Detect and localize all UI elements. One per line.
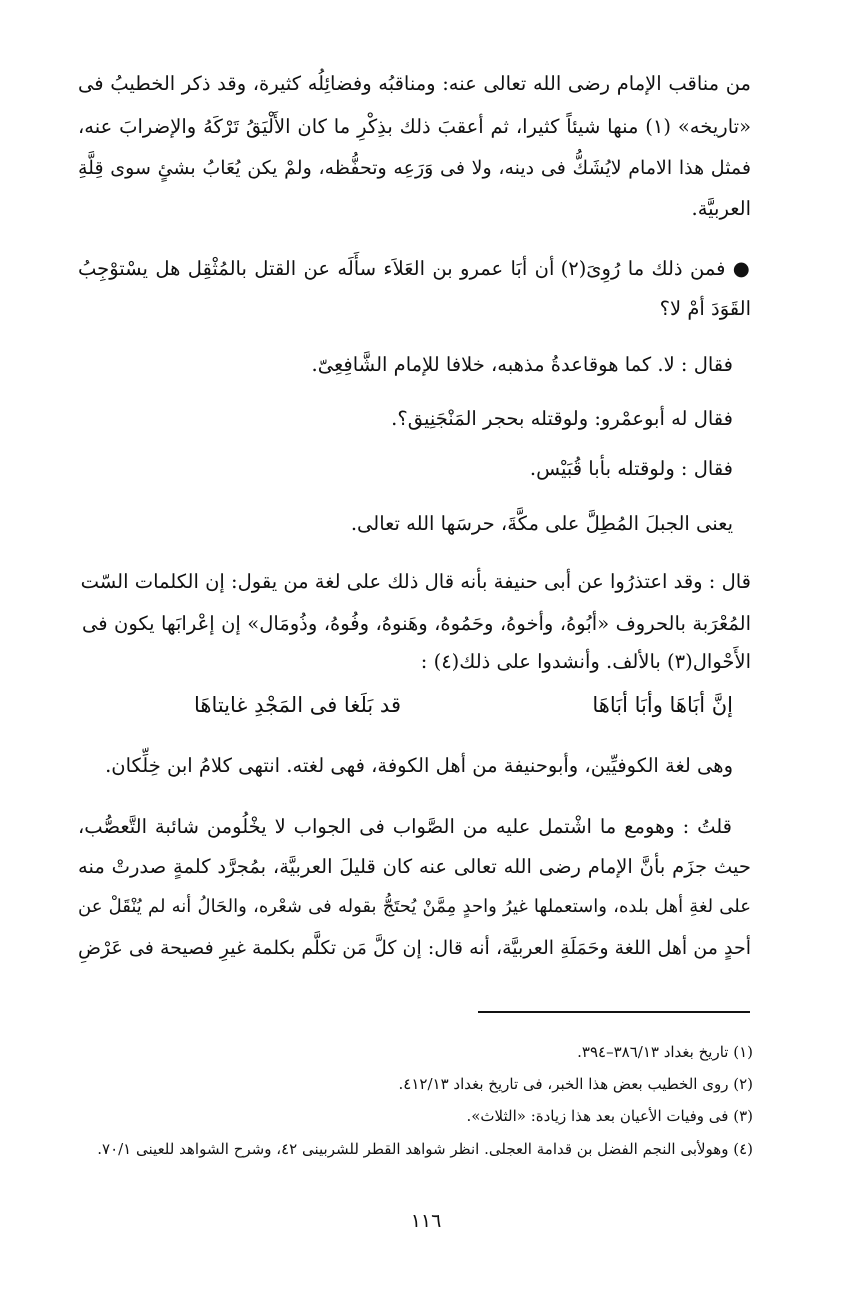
paragraph-5-line-2: حيث جزَم بأنَّ الإمام رضى الله تعالى عنه كان قليلَ العربيَّة، بمُجرَّد كلمةٍ صدرتْ منه: [78, 855, 751, 878]
paragraph-1-line-1: من مناقب الإمام رضى الله تعالى عنه: ومناقبُه وفضائِلُه كثيرة، وقد ذكر الخطيبُ فى: [78, 72, 751, 95]
paragraph-2-line-1: ● فمن ذلك ما رُوِىَ(٢) أن أبَا عمرو بن العَلاَء سأَلَه عن القتل بالمُثْقِل هل يسْتوْجِبُ: [78, 257, 751, 280]
paragraph-1-line-3: فمثل هذا الامام لايُشَكُّ فى دينه، ولا فى وَرَعِه وتحفُّظه، ولمْ يكن يُعَابُ بشئٍ سوى قِلَّةِ: [78, 157, 751, 179]
footnote-separator: [478, 1011, 750, 1013]
paragraph-4-line-1: وهى لغة الكوفيِّين، وأبوحنيفة من أهل الكوفة، فهى لغته. انتهى كلامُ ابن خِلِّكان.: [105, 754, 733, 777]
dialogue-line-3: فقال : ولوقتله بأبا قُبَيْس.: [529, 457, 733, 480]
paragraph-5-line-4: أحدٍ من أهل اللغة وحَمَلَةِ العربيَّة، أنه قال: إن كلَّ مَن تكلَّم بكلمة غيرِ فصيحة فى عَرْضِ: [78, 937, 751, 959]
dialogue-line-4: يعنى الجبلَ المُطِلَّ على مكَّةَ، حرسَها الله تعالى.: [350, 512, 733, 535]
verse-hemistich-1: إنَّ أبَاهَا وأبَا أبَاهَا: [592, 693, 733, 717]
paragraph-5-line-3: على لغةِ أهل بلده، واستعملها غيرُ واحدٍ مِمَّنْ يُحتَجُّ بقوله فى شعْره، والحَالُ أنه لم يُنْقَلْ عن: [78, 896, 751, 917]
page-number: ١١٦: [410, 1210, 442, 1232]
paragraph-5-line-1: قلتُ : وهومع ما اشْتمل عليه من الصَّواب فى الجواب لا يخْلُومن شائبة التَّعصُّب،: [78, 815, 732, 838]
footnote-2: (٢) روى الخطيب بعض هذا الخبر، فى تاريخ بغداد ٤١٢/١٣.: [398, 1075, 753, 1093]
paragraph-2-line-2: القَوَدَ أمْ لا؟: [659, 297, 751, 320]
paragraph-1-line-2: «تاريخه» (١) منها شيئاً كثيرا، ثم أعقبَ ذلك بذِكْرِ ما كان الأَلْيَقُ تَرْكَهُ والإضرابَ عنه،: [78, 115, 751, 138]
verse-hemistich-2: قد بَلَغا فى المَجْدِ غايتاهَا: [193, 693, 401, 717]
dialogue-line-2: فقال له أبوعمْرو: ولوقتله بحجر المَنْجَنِيق؟.: [391, 407, 733, 430]
paragraph-3-line-3: الأَحْوال(٣) بالألف. وأنشدوا على ذلك(٤) :: [420, 650, 751, 673]
dialogue-line-1: فقال : لا. كما هوقاعدةُ مذهبه، خلافا للإمام الشَّافِعِىّ.: [311, 353, 733, 376]
paragraph-3-line-1: قال : وقد اعتذرُوا عن أبى حنيفة بأنه قال ذلك على لغة من يقول: إن الكلمات السّت: [80, 570, 751, 593]
paragraph-1-line-4: العربيَّة.: [691, 197, 751, 220]
paragraph-3-line-2: المُعْرَبة بالحروف «أبُوهُ، وأخوهُ، وحَمُوهُ، وهَنوهُ، وفُوهُ، وذُومَال» إن إعْرابَها يكون فى: [82, 612, 751, 635]
footnote-3: (٣) فى وفيات الأعيان بعد هذا زيادة: «الثلاث».: [466, 1107, 753, 1125]
footnote-4: (٤) وهولأبى النجم الفضل بن قدامة العجلى. انظر شواهد القطر للشربينى ٤٢، وشرح الشواهد للعينى ٧٠/١.: [97, 1140, 753, 1158]
footnote-1: (١) تاريخ بغداد ٣٨٦/١٣–٣٩٤.: [577, 1043, 753, 1061]
